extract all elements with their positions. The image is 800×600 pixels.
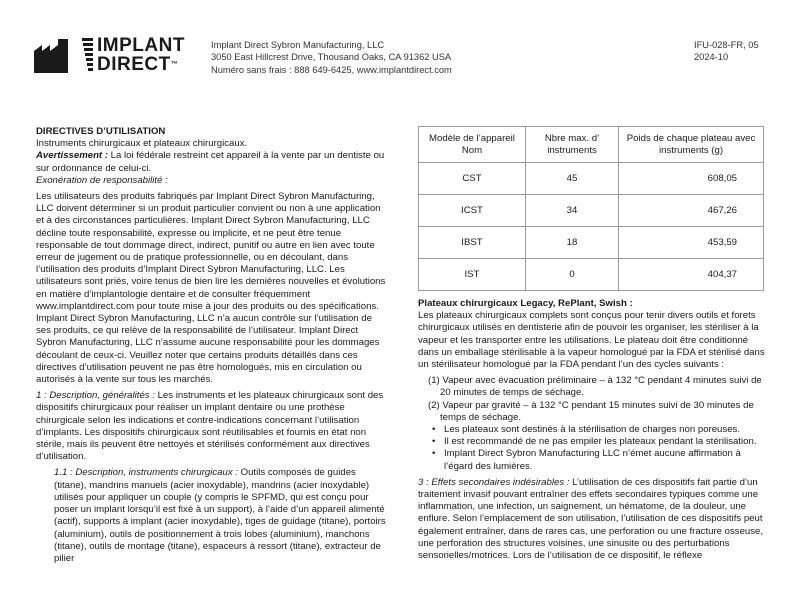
table-header: Poids de chaque plateau avec instruments (g)	[619, 127, 764, 163]
bullet-item	[418, 448, 770, 472]
table-cell: 34	[525, 195, 618, 227]
effects-paragraph	[418, 477, 770, 562]
instruments-text: Outils composés de guides (titane), mandrins manuels (acier inoxydable), mandrins (acier inoxydable) utilisés pour appliquer un couple (y compris le SPFMD, qui est conçu pour poser un implant lorsqu’il est fixé à un support), à l’aide d’un appareil alimenté (actif), supports à implant (acier inoxydable), tiges de guidage (titane), portoirs (aluminium), outils de positionnement à trois lobes (aluminium), manchons (titane), outils de montage (titane), espaceurs à ressort (titane), extracteur de pilier	[54, 467, 386, 564]
effects-label: 3 : Effets secondaires indésirables :	[418, 476, 570, 488]
table-cell: 467,26	[619, 195, 764, 227]
table-row	[419, 163, 764, 195]
table-cell: ICST	[419, 195, 526, 227]
table-cell: 608,05	[619, 163, 764, 195]
bullet-text: Les plateaux sont destinés à la stérilisation de charges non poreuses.	[444, 424, 740, 436]
address-line: Numéro sans frais : 888 649-6425, www.implantdirect.com	[211, 64, 452, 75]
table-header: Modèle de l’appareil Nom	[419, 127, 526, 163]
table-cell: 45	[525, 163, 618, 195]
instruments-label: 1.1 : Description, instruments chirurgicaux :	[54, 467, 238, 479]
table-cell: 18	[525, 227, 618, 259]
bullet-text: Il est recommandé de ne pas empiler les plateaux pendant la stérilisation.	[444, 436, 757, 448]
bullet-item	[418, 424, 770, 436]
table-cell: IST	[419, 259, 526, 291]
logo-stripes-icon	[80, 37, 94, 75]
description-text: Les instruments et les plateaux chirurgicaux sont des dispositifs chirurgicaux pour réaliser un implant dentaire ou une prothèse chirurgicale selon les indications et contre-indications concernant l’utilisation d’implants. Les dispositifs chirurgicaux sont réutilisables et fournis en état non stérile, mais ils peuvent être nettoyés et stérilisés conformément aux directives d’utilisation.	[36, 390, 384, 463]
table-row	[419, 227, 764, 259]
warning-label: Avertissement :	[36, 150, 108, 162]
table-cell: IBST	[419, 227, 526, 259]
doc-code: IFU-028-FR, 05	[694, 40, 759, 50]
bullet-item	[418, 436, 770, 448]
implant-direct-logo	[80, 37, 198, 75]
address-line: 3050 East Hillcrest Drive, Thousand Oaks, CA 91362 USA	[211, 52, 452, 63]
disclaimer-text: Les utilisateurs des produits fabriqués par Implant Direct Sybron Manufacturing, LLC doivent déterminer si un produit particulier convient ou non à une application et à des circonstances particulières. Implant Direct Sybron Manufacturing, LLC décline toute responsabilité, expresse ou implicite, et ne peut être tenue responsable de tout dommage direct, indirect, punitif ou autre en lien avec toute erreur de jugement ou de pratique professionnelle, ou en découlant, dans l’utilisation des produits d’Implant Direct Sybron Manufacturing, LLC. Les utilisateurs sont priés, voire tenus de bien lire les dernières nouvelles et évolutions en matière d’implantologie dentaire et de consulter fréquemment www.implantdirect.com pour toute mise à jour des produits ou des spécifications. Implant Direct Sybron Manufacturing, LLC n’a aucun contrôle sur l’utilisation de ses produits, ce qui relève de la responsabilité de l’utilisateur. Implant Direct Sybron Manufacturing, LLC n’assume aucune responsabilité pour les dommages découlant de ceux-ci. Veuillez noter que certains produits détaillés dans ces directives d’utilisation peuvent ne pas être homologués, mis en circulation ou autorisés à la vente sur tous les marchés.	[36, 191, 386, 386]
table-cell: 453,59	[619, 227, 764, 259]
document-code	[694, 39, 759, 64]
warning-paragraph	[36, 150, 386, 174]
address-line: Implant Direct Sybron Manufacturing, LLC	[211, 40, 385, 50]
table-cell: CST	[419, 163, 526, 195]
bullet-text: Implant Direct Sybron Manufacturing LLC n’émet aucune affirmation à l’égard des lumières.	[444, 448, 741, 472]
bullet-icon: •	[432, 424, 436, 436]
logo-trademark: ™	[170, 61, 179, 68]
instruments-paragraph	[36, 467, 386, 565]
disclaimer-label: Exonération de responsabilité :	[36, 174, 168, 186]
section-subtitle: Instruments chirurgicaux et plateaux chirurgicaux.	[36, 138, 248, 150]
bullet-icon: •	[432, 448, 436, 460]
bullet-icon: •	[432, 436, 436, 448]
cycle-item: (1) Vapeur avec évacuation préliminaire – à 132 °C pendant 4 minutes suivi de 20 minutes de temps de séchage.	[428, 375, 762, 399]
logo-line1: IMPLANT	[97, 35, 185, 56]
description-label: 1 : Description, généralités :	[36, 390, 155, 402]
factory-manufacturer-icon	[34, 39, 68, 73]
description-paragraph	[36, 390, 386, 463]
table-row	[419, 195, 764, 227]
section-title: DIRECTIVES D’UTILISATION	[36, 126, 166, 137]
left-column	[36, 126, 386, 565]
cycle-item: (2) Vapeur par gravité – à 132 °C pendant 15 minutes suivi de 30 minutes de temps de séchage.	[428, 399, 754, 423]
table-row	[419, 259, 764, 291]
right-column	[418, 298, 770, 562]
logo-line2: DIRECT	[97, 54, 171, 75]
doc-date: 2024-10	[694, 52, 729, 63]
table-cell: 0	[525, 259, 618, 291]
table-header: Nbre max. d’ instruments	[525, 127, 618, 163]
table-cell: 404,37	[619, 259, 764, 291]
tray-weights-table	[418, 126, 764, 291]
trays-title: Plateaux chirurgicaux Legacy, RePlant, Swish :	[418, 298, 633, 309]
trays-text: Les plateaux chirurgicaux complets sont conçus pour tenir divers outils et forets chirurgicaux utilisés en dentisterie afin de pouvoir les organiser, les stériliser à la vapeur et les transporter entre les utilisations. Le plateau doit être conditionné dans un emballage stérilisable à la vapeur homologué par la FDA et stérilisé dans un stérilisateur homologué par la FDA pendant l’un des cycles suivants :	[418, 310, 765, 371]
effects-text: L’utilisation de ces dispositifs fait partie d’un traitement invasif pouvant entraîner des effets secondaires typiques comme une inflammation, une infection, un saignement, un hématome, de la douleur, une enflure. Selon l’emplacement de son utilisation, l’utilisation de ces dispositifs peut également entraîner, dans de rares cas, une perforation ou une fracture osseuse, une perforation des structures voisines, une sinusite ou des perturbations sensorielles/motrices. Lors de l’utilisation de ce dispositif, le réflexe	[418, 476, 764, 562]
company-address	[211, 39, 452, 76]
warning-text: La loi fédérale restreint cet appareil à la vente par un dentiste ou sur ordonnance de celui-ci.	[36, 150, 385, 174]
table-header-row	[419, 127, 764, 163]
